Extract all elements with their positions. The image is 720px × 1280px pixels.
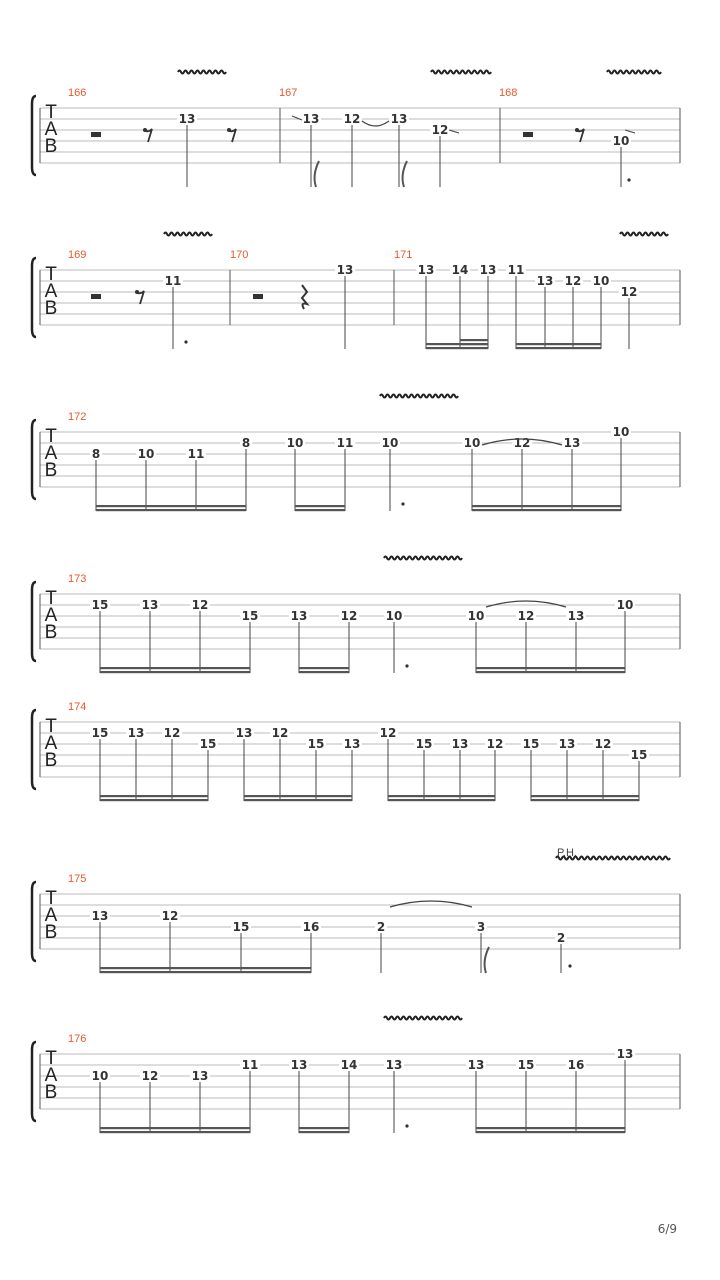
fret-number: 15 [307,737,325,751]
tab-clef-letter: B [44,460,58,481]
beam [460,343,488,345]
fret-number: 13 [336,263,354,277]
beam [100,1131,250,1133]
beam [299,1131,349,1133]
fret-number: 12 [271,726,289,740]
fret-number: 3 [476,920,486,934]
fret-number: 13 [191,1069,209,1083]
fret-number: 13 [616,1047,634,1061]
fret-number: 11 [336,436,354,450]
system-bracket [32,96,36,175]
fret-number: 13 [178,112,196,126]
fret-number: 2 [376,920,386,934]
fret-number: 15 [517,1058,535,1072]
fret-number: 8 [91,447,101,461]
tab-clef-letter: B [44,298,58,319]
tab-clef-letter: T [45,102,57,123]
beam [100,967,311,969]
fret-number: 10 [467,609,485,623]
fret-number: 12 [340,609,358,623]
fret-number: 15 [415,737,433,751]
beam [476,1127,625,1129]
fret-number: 13 [91,909,109,923]
system-bracket [32,420,36,499]
fret-number: 13 [343,737,361,751]
fret-number: 12 [517,609,535,623]
beam [476,667,625,669]
tab-clef-letter: T [45,1048,57,1069]
fret-number: 12 [343,112,361,126]
fret-number: 10 [286,436,304,450]
pinch-harmonic-label: P.H. [557,847,577,859]
bend-stem [403,161,407,187]
tab-system-2 [32,233,680,350]
vibrato-mark [620,233,668,236]
beam [244,795,352,797]
fret-number: 13 [563,436,581,450]
fret-number: 10 [137,447,155,461]
system-bracket [32,582,36,661]
vibrato-mark [384,557,462,560]
rhythm-dot [627,178,630,181]
whole-rest [91,132,101,137]
beam [100,795,208,797]
system-bracket [32,258,36,337]
fret-number: 13 [451,737,469,751]
beam [531,795,639,797]
fret-number: 12 [564,274,582,288]
bend-stem [315,161,319,187]
fret-number: 15 [630,748,648,762]
measure-number: 166 [68,87,87,99]
fret-number: 11 [241,1058,259,1072]
fret-number: 11 [507,263,525,277]
tab-clef-letter: A [44,281,58,302]
whole-rest [91,294,101,299]
fret-number: 12 [594,737,612,751]
fret-number: 12 [163,726,181,740]
fret-number: 13 [479,263,497,277]
measure-number: 173 [68,573,87,585]
fret-number: 13 [127,726,145,740]
tab-clef-letter: T [45,716,57,737]
beam [299,1127,349,1129]
fret-number: 10 [616,598,634,612]
eighth-rest-dot [143,128,147,132]
tab-system-1 [32,71,680,188]
fret-number: 16 [567,1058,585,1072]
fret-number: 11 [164,274,182,288]
beam [96,509,246,511]
measure-number: 167 [279,87,298,99]
rhythm-dot [405,1124,408,1127]
fret-number: 12 [141,1069,159,1083]
fret-number: 12 [513,436,531,450]
beam [100,1127,250,1129]
tab-clef-letter: B [44,622,58,643]
beam [100,671,250,673]
measure-number: 170 [230,249,249,261]
fret-number: 13 [290,609,308,623]
fret-number: 13 [302,112,320,126]
fret-number: 13 [141,598,159,612]
fret-number: 16 [302,920,320,934]
fret-number: 15 [232,920,250,934]
tab-clef-letter: A [44,443,58,464]
fret-number: 13 [536,274,554,288]
fret-number: 14 [451,263,469,277]
fret-number: 12 [379,726,397,740]
tab-clef-letter: A [44,733,58,754]
tab-system-3 [32,395,680,512]
fret-number: 15 [91,598,109,612]
beam [472,509,621,511]
fret-number: 13 [467,1058,485,1072]
fret-number: 8 [241,436,251,450]
tab-clef-letter: B [44,136,58,157]
tab-clef-letter: A [44,605,58,626]
rhythm-dot [405,664,408,667]
fret-number: 12 [620,285,638,299]
fret-number: 10 [592,274,610,288]
vibrato-mark [380,395,458,398]
fret-number: 10 [385,609,403,623]
fret-number: 12 [431,123,449,137]
fret-number: 12 [161,909,179,923]
beam [100,799,208,801]
page-number: 6/9 [657,1222,677,1236]
system-bracket [32,710,36,789]
vibrato-mark [431,71,491,74]
beam [295,505,345,507]
rhythm-dot [568,964,571,967]
fret-number: 15 [91,726,109,740]
tie-arc [486,601,566,607]
fret-number: 13 [390,112,408,126]
whole-rest [253,294,263,299]
eighth-rest-dot [135,290,139,294]
fret-number: 10 [612,425,630,439]
tab-clef-letter: T [45,264,57,285]
beam [476,671,625,673]
beam [472,505,621,507]
beam [388,795,495,797]
fret-number: 10 [463,436,481,450]
tab-system-5 [32,701,680,801]
measure-number: 175 [68,873,87,885]
vibrato-mark [164,233,212,236]
fret-number: 13 [290,1058,308,1072]
fret-number: 13 [385,1058,403,1072]
fret-number: 11 [187,447,205,461]
beam [299,671,349,673]
vibrato-mark [384,1017,462,1020]
fret-number: 10 [381,436,399,450]
fret-number: 13 [558,737,576,751]
fret-number: 13 [235,726,253,740]
system-bracket [32,1042,36,1121]
measure-number: 174 [68,701,87,713]
tab-system-4 [32,557,680,674]
tab-clef-letter: T [45,888,57,909]
fret-number: 15 [199,737,217,751]
tab-clef-letter: T [45,588,57,609]
rhythm-dot [401,502,404,505]
fret-number: 13 [417,263,435,277]
beam [96,505,246,507]
fret-number: 10 [612,134,630,148]
whole-rest [523,132,533,137]
tab-clef-letter: A [44,905,58,926]
bend-stem [485,947,489,973]
tab-clef-letter: B [44,750,58,771]
beam [244,799,352,801]
fret-number: 12 [191,598,209,612]
eighth-rest-dot [575,128,579,132]
beam [388,799,495,801]
beam [426,347,488,349]
fret-number: 14 [340,1058,358,1072]
beam [295,509,345,511]
fret-number: 13 [567,609,585,623]
beam [516,347,601,349]
tab-clef-letter: T [45,426,57,447]
beam [100,667,250,669]
beam [531,799,639,801]
vibrato-mark [607,71,661,74]
fret-number: 15 [522,737,540,751]
measure-number: 168 [499,87,518,99]
tab-clef-letter: A [44,1065,58,1086]
fret-number: 15 [241,609,259,623]
measure-number: 172 [68,411,87,423]
tab-clef-letter: B [44,922,58,943]
eighth-rest-dot [227,128,231,132]
tab-system-6 [32,847,680,973]
beam [460,339,488,341]
tab-clef-letter: B [44,1082,58,1103]
fret-number: 12 [486,737,504,751]
tie-arc [362,121,389,126]
tab-system-7 [32,1017,680,1134]
rhythm-dot [184,340,187,343]
beam [516,343,601,345]
measure-number: 176 [68,1033,87,1045]
measure-number: 169 [68,249,87,261]
vibrato-mark [178,71,226,74]
tab-clef-letter: A [44,119,58,140]
beam [299,667,349,669]
fret-number: 2 [556,931,566,945]
tie-arc [390,901,472,907]
beam [100,971,311,973]
measure-number: 171 [394,249,413,261]
beam [476,1131,625,1133]
system-bracket [32,882,36,961]
quarter-rest [302,285,307,309]
fret-number: 10 [91,1069,109,1083]
